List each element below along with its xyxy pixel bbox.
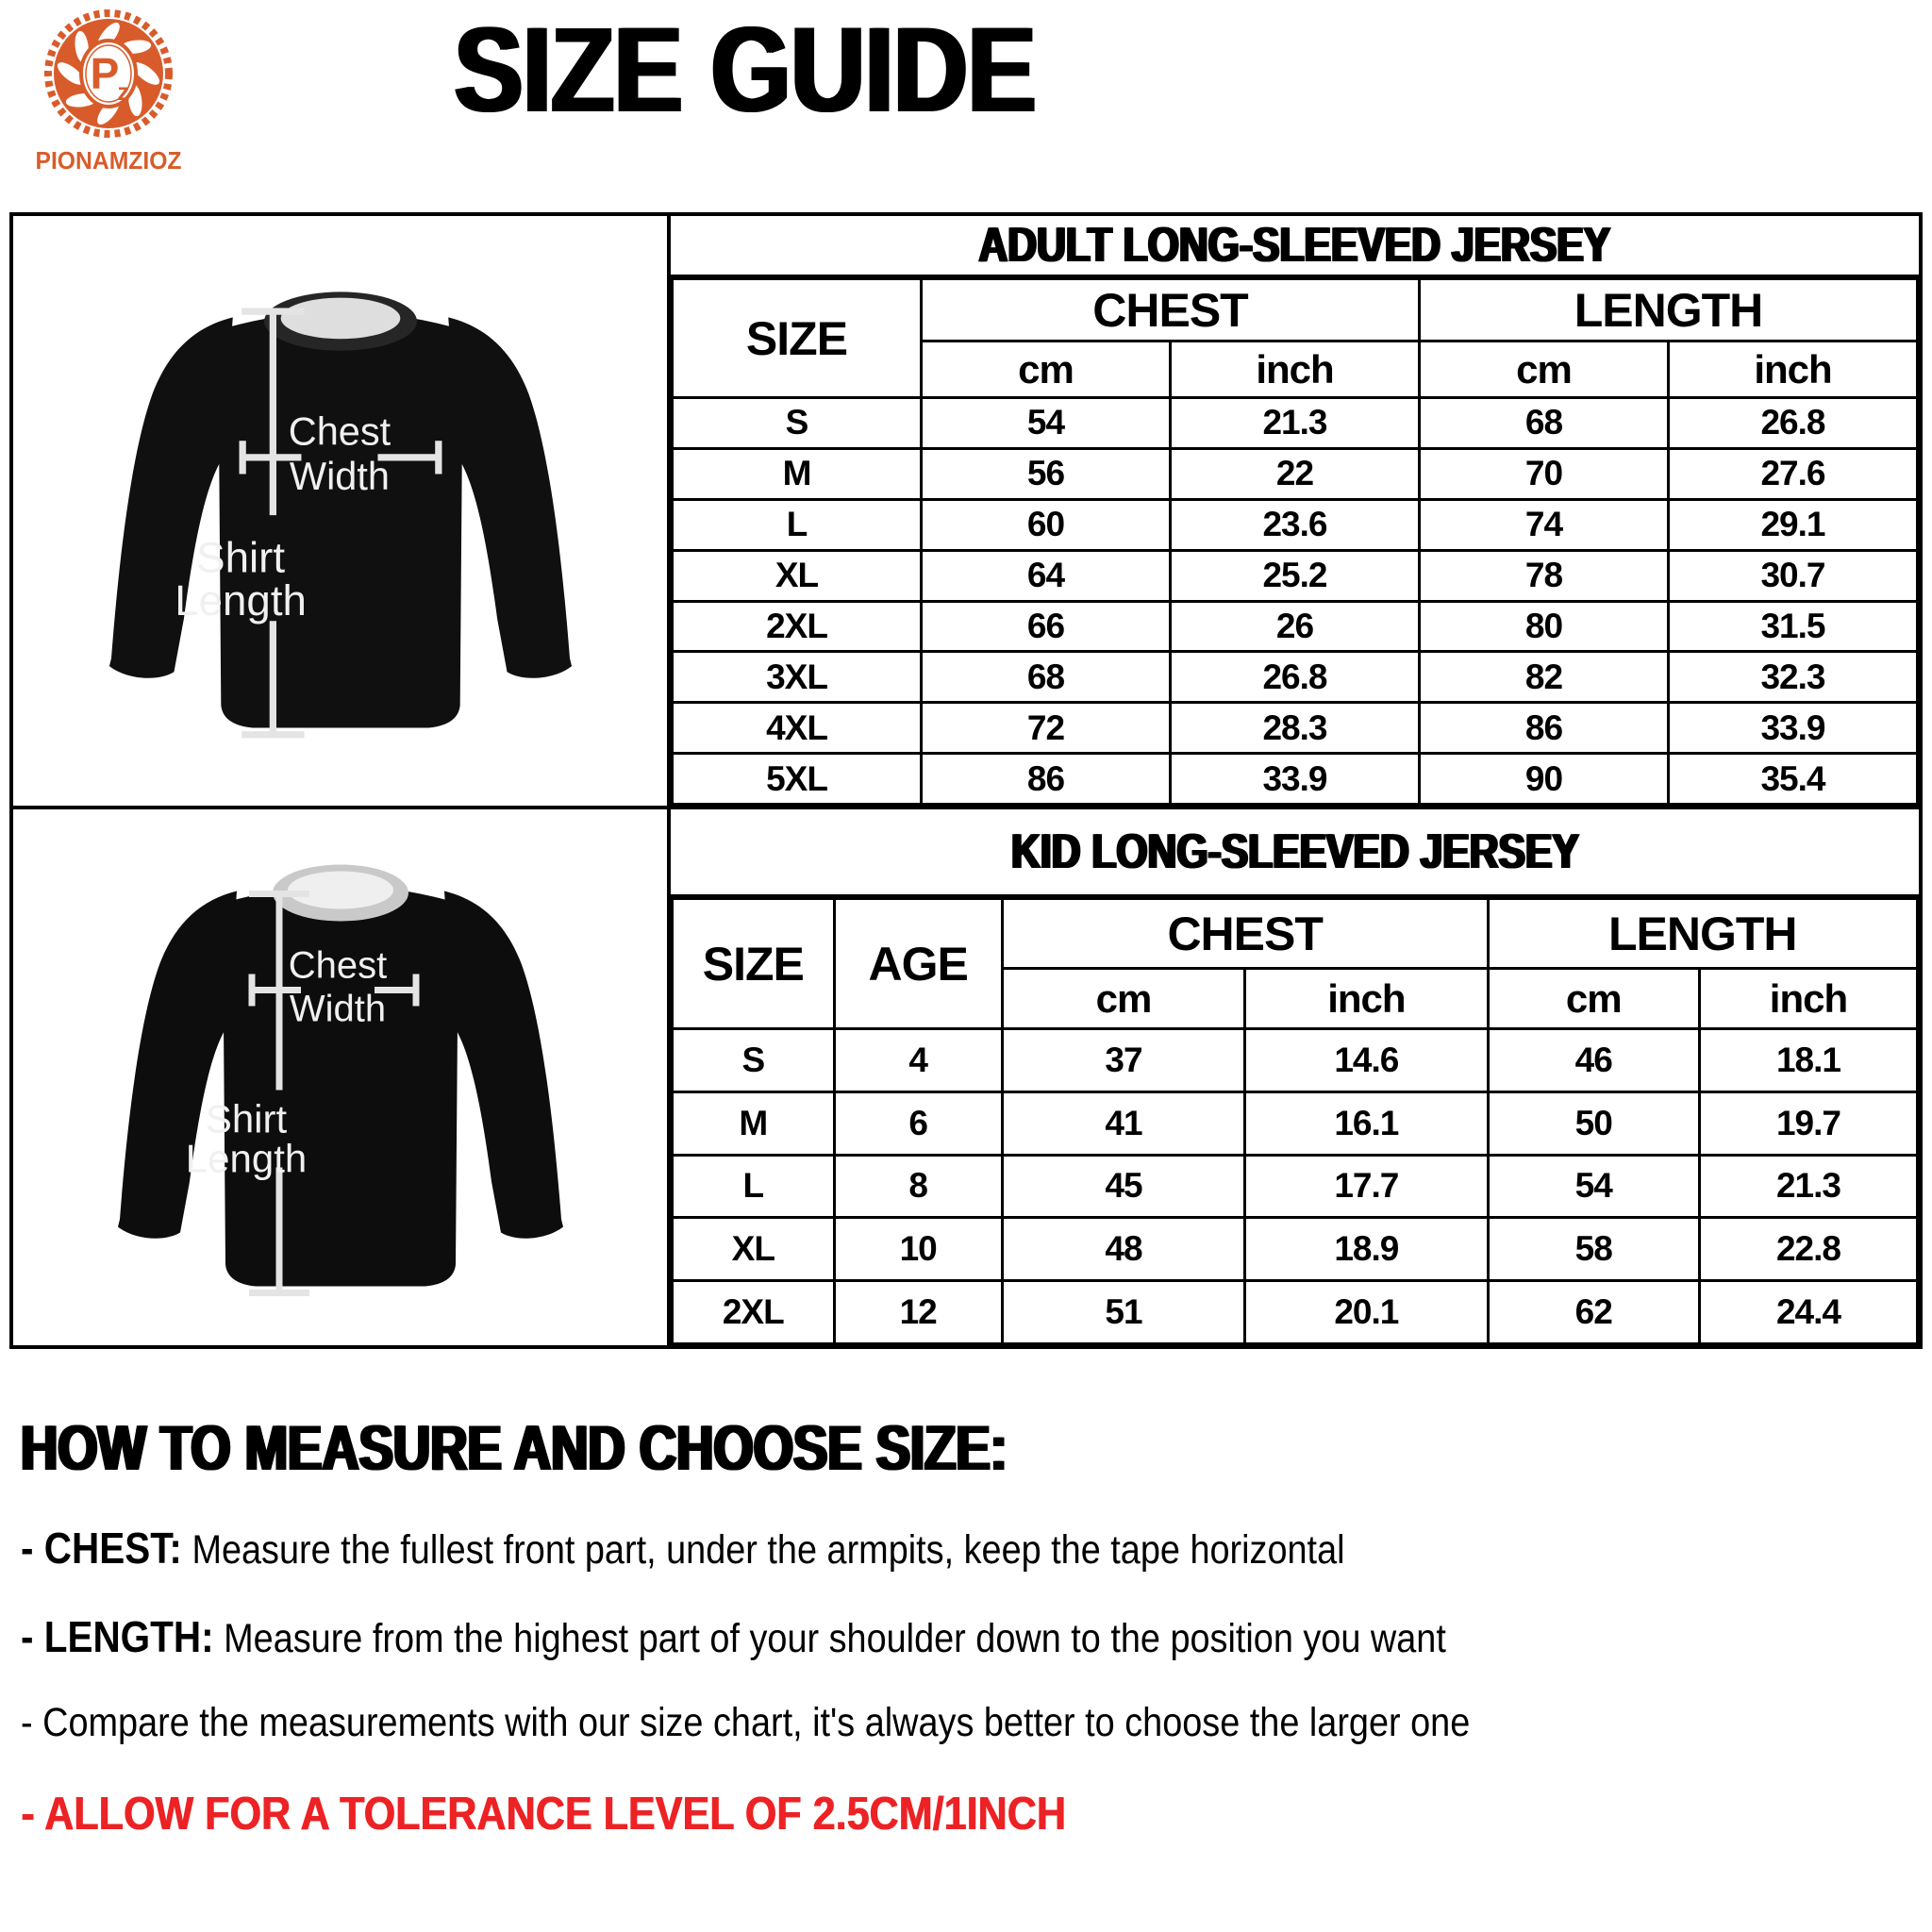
col-header-chest: CHEST: [1002, 899, 1488, 969]
size-cell: S: [673, 1029, 835, 1092]
kid-size-table: [671, 897, 1919, 1345]
shirt-length-label-bottom: Length: [174, 575, 307, 625]
unit-header-cm: cm: [1420, 341, 1669, 398]
unit-header-inch: inch: [1669, 341, 1918, 398]
length-cm-cell: 50: [1488, 1091, 1699, 1155]
unit-header-cm: cm: [922, 341, 1171, 398]
table-row: [673, 499, 1918, 550]
table-row: [673, 398, 1918, 449]
adult-size-table: [671, 277, 1919, 806]
brand-logo: [25, 6, 192, 175]
size-cell: L: [673, 1155, 835, 1218]
chest-inch-cell: 16.1: [1245, 1091, 1488, 1155]
chest-cm-cell: 45: [1002, 1155, 1244, 1218]
adult-shirt-cell: [13, 216, 671, 809]
page-title: SIZE GUIDE: [454, 3, 1037, 138]
length-inch-cell: 33.9: [1669, 703, 1918, 754]
length-cm-cell: 46: [1488, 1029, 1699, 1092]
chest-cm-cell: 56: [922, 448, 1171, 499]
size-cell: 3XL: [673, 652, 922, 703]
chest-inch-cell: 20.1: [1245, 1281, 1488, 1344]
shirt-length-label-top: Shirt: [205, 1096, 287, 1141]
shirt-length-label-bottom: Length: [185, 1136, 307, 1180]
length-cm-cell: 86: [1420, 703, 1669, 754]
length-inch-cell: 35.4: [1669, 754, 1918, 805]
table-row: [673, 1281, 1918, 1344]
adult-table-section: [671, 216, 1919, 809]
length-cm-cell: 80: [1420, 601, 1669, 652]
size-cell: 5XL: [673, 754, 922, 805]
table-row: [673, 601, 1918, 652]
table-row: [673, 1029, 1918, 1092]
table-row: [673, 652, 1918, 703]
size-cell: M: [673, 1091, 835, 1155]
kid-collar: [288, 871, 393, 908]
length-inch-cell: 29.1: [1669, 499, 1918, 550]
kid-table-section: [671, 809, 1919, 1345]
length-cm-cell: 78: [1420, 550, 1669, 601]
instruction-chest: - CHEST: Measure the fullest front part, under the armpits, keep the tape horizontal: [21, 1524, 1345, 1573]
length-inch-cell: 24.4: [1699, 1281, 1917, 1344]
chest-cm-cell: 64: [922, 550, 1171, 601]
length-cm-cell: 68: [1420, 398, 1669, 449]
kid-table-title-band: [671, 809, 1919, 897]
chest-cm-cell: 41: [1002, 1091, 1244, 1155]
size-cell: S: [673, 398, 922, 449]
unit-header-cm: cm: [1488, 969, 1699, 1029]
chest-inch-cell: 33.9: [1171, 754, 1420, 805]
how-to-measure-section: [21, 1411, 1917, 1840]
unit-header-inch: inch: [1171, 341, 1420, 398]
length-inch-cell: 21.3: [1699, 1155, 1917, 1218]
chest-inch-cell: 28.3: [1171, 703, 1420, 754]
chest-cm-cell: 60: [922, 499, 1171, 550]
length-cm-cell: 58: [1488, 1218, 1699, 1281]
table-row: [673, 1218, 1918, 1281]
table-row: [673, 1155, 1918, 1218]
chest-width-label-bottom: Width: [289, 453, 390, 498]
gear-logo-icon: [37, 6, 180, 143]
table-row: [673, 703, 1918, 754]
adult-table-title: ADULT LONG-SLEEVED JERSEY: [978, 218, 1611, 273]
length-cm-cell: 62: [1488, 1281, 1699, 1344]
size-cell: 4XL: [673, 703, 922, 754]
col-header-size: SIZE: [673, 279, 922, 398]
instruction-length: - LENGTH: Measure from the highest part of your shoulder down to the position you want: [21, 1612, 1446, 1661]
chest-inch-cell: 14.6: [1245, 1029, 1488, 1092]
logo-monogram-p: P: [90, 49, 120, 98]
length-cm-cell: 70: [1420, 448, 1669, 499]
size-cell: M: [673, 448, 922, 499]
chest-cm-cell: 37: [1002, 1029, 1244, 1092]
age-cell: 6: [834, 1091, 1002, 1155]
chest-cm-cell: 48: [1002, 1218, 1244, 1281]
kid-jersey-diagram: [95, 816, 586, 1340]
logo-monogram-z: z: [117, 77, 130, 106]
age-cell: 8: [834, 1155, 1002, 1218]
col-header-length: LENGTH: [1488, 899, 1917, 969]
size-cell: XL: [673, 550, 922, 601]
adult-collar: [280, 297, 400, 339]
shirt-length-label-top: Shirt: [195, 532, 285, 581]
kid-table-title: KID LONG-SLEEVED JERSEY: [1010, 824, 1579, 879]
kid-shirt-cell: [13, 809, 671, 1345]
chest-width-label-top: Chest: [288, 944, 387, 986]
unit-header-inch: inch: [1699, 969, 1917, 1029]
length-inch-cell: 18.1: [1699, 1029, 1917, 1092]
how-to-heading: HOW TO MEASURE AND CHOOSE SIZE:: [21, 1412, 1008, 1484]
table-row: [673, 448, 1918, 499]
table-row: [673, 1091, 1918, 1155]
size-guide-panel: [9, 212, 1923, 1349]
chest-cm-cell: 66: [922, 601, 1171, 652]
col-header-age: AGE: [834, 899, 1002, 1029]
chest-inch-cell: 17.7: [1245, 1155, 1488, 1218]
size-cell: 2XL: [673, 1281, 835, 1344]
chest-inch-cell: 25.2: [1171, 550, 1420, 601]
length-cm-cell: 82: [1420, 652, 1669, 703]
chest-inch-cell: 26: [1171, 601, 1420, 652]
size-cell: XL: [673, 1218, 835, 1281]
chest-cm-cell: 54: [922, 398, 1171, 449]
age-cell: 12: [834, 1281, 1002, 1344]
col-header-chest: CHEST: [922, 279, 1420, 341]
adult-jersey-diagram: [86, 228, 595, 794]
size-cell: L: [673, 499, 922, 550]
brand-name: PIONAMZIOZ: [35, 146, 182, 175]
chest-cm-cell: 86: [922, 754, 1171, 805]
adult-jersey-body: [108, 311, 571, 727]
length-inch-cell: 22.8: [1699, 1218, 1917, 1281]
chest-inch-cell: 21.3: [1171, 398, 1420, 449]
chest-cm-cell: 68: [922, 652, 1171, 703]
length-cm-cell: 74: [1420, 499, 1669, 550]
length-cm-cell: 54: [1488, 1155, 1699, 1218]
chest-inch-cell: 26.8: [1171, 652, 1420, 703]
chest-width-label-bottom: Width: [289, 988, 386, 1029]
size-cell: 2XL: [673, 601, 922, 652]
length-cm-cell: 90: [1420, 754, 1669, 805]
chest-width-label-top: Chest: [288, 408, 391, 453]
col-header-size: SIZE: [673, 899, 835, 1029]
age-cell: 4: [834, 1029, 1002, 1092]
col-header-length: LENGTH: [1420, 279, 1918, 341]
instruction-tolerance: - ALLOW FOR A TOLERANCE LEVEL OF 2.5CM/1INCH: [21, 1789, 1066, 1840]
chest-inch-cell: 23.6: [1171, 499, 1420, 550]
chest-inch-cell: 18.9: [1245, 1218, 1488, 1281]
chest-cm-cell: 72: [922, 703, 1171, 754]
table-row: [673, 550, 1918, 601]
chest-inch-cell: 22: [1171, 448, 1420, 499]
length-inch-cell: 19.7: [1699, 1091, 1917, 1155]
unit-header-cm: cm: [1002, 969, 1244, 1029]
age-cell: 10: [834, 1218, 1002, 1281]
length-inch-cell: 26.8: [1669, 398, 1918, 449]
adult-table-title-band: [671, 216, 1919, 277]
chest-cm-cell: 51: [1002, 1281, 1244, 1344]
length-inch-cell: 32.3: [1669, 652, 1918, 703]
instruction-compare: - Compare the measurements with our size chart, it's always better to choose the larger one: [21, 1700, 1471, 1745]
length-inch-cell: 31.5: [1669, 601, 1918, 652]
table-row: [673, 754, 1918, 805]
length-inch-cell: 30.7: [1669, 550, 1918, 601]
unit-header-inch: inch: [1245, 969, 1488, 1029]
length-inch-cell: 27.6: [1669, 448, 1918, 499]
